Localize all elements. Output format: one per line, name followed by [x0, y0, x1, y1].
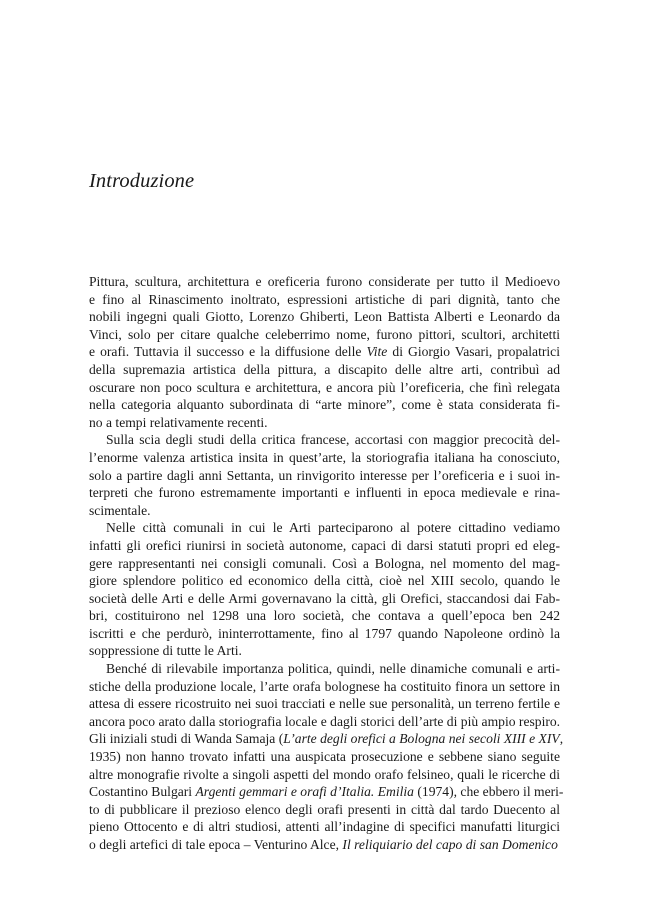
text-run: giore splendore politico ed economico della città, cioè nel XIII secolo, quando le	[89, 573, 560, 589]
text-line	[89, 343, 560, 361]
text-run: ancora poco arato dalla storiografia locale e dagli storici dell’arte di più ampio respiro.	[89, 713, 561, 729]
text-line	[89, 678, 560, 696]
text-line	[89, 783, 564, 801]
text-line	[89, 625, 560, 643]
text-line	[89, 801, 560, 819]
text-line	[89, 818, 560, 836]
text-run: Nelle città comunali in cui le Arti parteciparono al potere cittadino vediamo	[106, 520, 560, 536]
body-text	[89, 273, 564, 854]
text-run: 1935) non hanno trovato infatti una auspicata prosecuzione e sebbene siano seguite	[89, 749, 560, 765]
text-line	[89, 361, 560, 379]
text-run: (1974), che ebbero il meri-	[413, 784, 564, 800]
paragraph	[89, 519, 560, 660]
text-line	[89, 467, 560, 485]
chapter-title: Introduzione	[89, 170, 195, 192]
text-run: bri, costituirono nel 1298 una loro società, che contava a quell’epoca ben 242	[89, 608, 560, 624]
text-run: gere rappresentanti nei consigli comunali. Così a Bologna, nel momento del mag-	[89, 555, 560, 571]
text-line	[89, 449, 560, 467]
text-run: nobili ingegni quali Giotto, Lorenzo Ghiberti, Leon Battista Alberti e Leonardo da	[89, 309, 560, 325]
text-line	[89, 379, 560, 397]
text-line	[89, 713, 560, 731]
text-run: Benché di rilevabile importanza politica, quindi, nelle dinamiche comunali e arti-	[106, 661, 560, 677]
text-line	[89, 396, 560, 414]
text-run: attesa di essere ricostruito nei suoi tracciati e nelle sue personalità, un terreno fertile e	[89, 696, 560, 712]
text-run: nella categoria alquanto subordinata di “arte minore”, come è stata considerata fi-	[89, 397, 560, 413]
paragraph	[89, 660, 564, 854]
text-line	[89, 502, 560, 520]
text-line	[89, 326, 560, 344]
text-run: Gli iniziali studi di Wanda Samaja (	[89, 731, 284, 747]
text-run: stiche della produzione locale, l’arte orafa bolognese ha costituito finora un settore in	[89, 678, 560, 694]
text-run: solo a partire dagli anni Settanta, un rinvigorito interesse per l’oreficeria e i suoi in-	[89, 467, 560, 483]
text-line	[89, 308, 560, 326]
text-run: e fino al Rinascimento inoltrato, espressioni artistiche di pari dignità, tanto che	[89, 291, 560, 307]
text-line	[89, 660, 560, 678]
text-run: pieno Ottocento e di altri studiosi, attenti all’indagine di specifici manufatti liturgici	[89, 819, 560, 835]
text-run: l’enorme valenza artistica insita in quest’arte, la storiografia italiana ha conosciuto,	[89, 449, 560, 465]
text-run: Pittura, scultura, architettura e oreficeria furono considerate per tutto il Medioevo	[89, 274, 560, 289]
paragraph	[89, 273, 560, 431]
text-line	[89, 431, 560, 449]
text-line	[89, 291, 560, 309]
italic-title: Vite	[366, 344, 388, 360]
text-line	[89, 484, 560, 502]
text-line	[89, 730, 564, 748]
text-run: Sulla scia degli studi della critica francese, accortasi con maggior precocità del-	[106, 432, 560, 448]
text-line	[89, 836, 560, 854]
text-line	[89, 572, 560, 590]
text-run: o degli artefici di tale epoca – Venturino Alce,	[89, 837, 343, 852]
text-run: oscurare non poco scultura e architettura, e ancora più l’oreficeria, che finì relegata	[89, 379, 560, 395]
text-run: Costantino Bulgari	[89, 784, 196, 800]
text-run: to di pubblicare il prezioso elenco degli orafi presenti in città dal tardo Duecento al	[89, 801, 560, 817]
text-run: soppressione di tutte le Arti.	[89, 643, 242, 659]
italic-title: L’arte degli orefici a Bologna nei secoli XIII e XIV	[283, 731, 560, 747]
text-run: terpreti che furono estremamente importanti e influenti in epoca medievale e rina-	[89, 485, 560, 501]
text-line	[89, 519, 560, 537]
text-line	[89, 695, 560, 713]
text-run: Vinci, solo per citare qualche celeberrimo nome, furono pittori, scultori, architetti	[89, 326, 560, 342]
text-line	[89, 273, 560, 291]
text-line	[89, 590, 560, 608]
text-line	[89, 555, 560, 573]
text-run: di Giorgio Vasari, propalatrici	[387, 344, 560, 360]
text-run: altre monografie rivolte a singoli aspetti del mondo orafo felsineo, quali le ricerche di	[89, 766, 560, 782]
text-run: ,	[559, 731, 564, 747]
text-run: scimentale.	[89, 502, 151, 518]
paragraph	[89, 431, 560, 519]
text-line	[89, 414, 560, 432]
text-run: iscritti e che perdurò, ininterrottamente, fino al 1797 quando Napoleone ordinò la	[89, 625, 560, 641]
text-run: società delle Arti e delle Armi governavano la città, gli Orefici, staccandosi dai Fab-	[89, 590, 560, 606]
text-run: della supremazia artistica della pittura, a discapito delle altre arti, contribuì ad	[89, 361, 560, 377]
text-line	[89, 766, 560, 784]
italic-title: Argenti gemmari e orafi d’Italia. Emilia	[195, 784, 414, 800]
text-run: infatti gli orefici riunirsi in società autonome, capaci di darsi statuti propri ed eleg-	[89, 537, 560, 553]
text-line	[89, 642, 560, 660]
italic-title: Il reliquiario del capo di san Domenico	[342, 837, 558, 852]
text-run: no a tempi relativamente recenti.	[89, 414, 268, 430]
text-line	[89, 537, 560, 555]
text-line	[89, 748, 560, 766]
text-line	[89, 607, 560, 625]
text-run: e orafi. Tuttavia il successo e la diffusione delle	[89, 344, 367, 360]
